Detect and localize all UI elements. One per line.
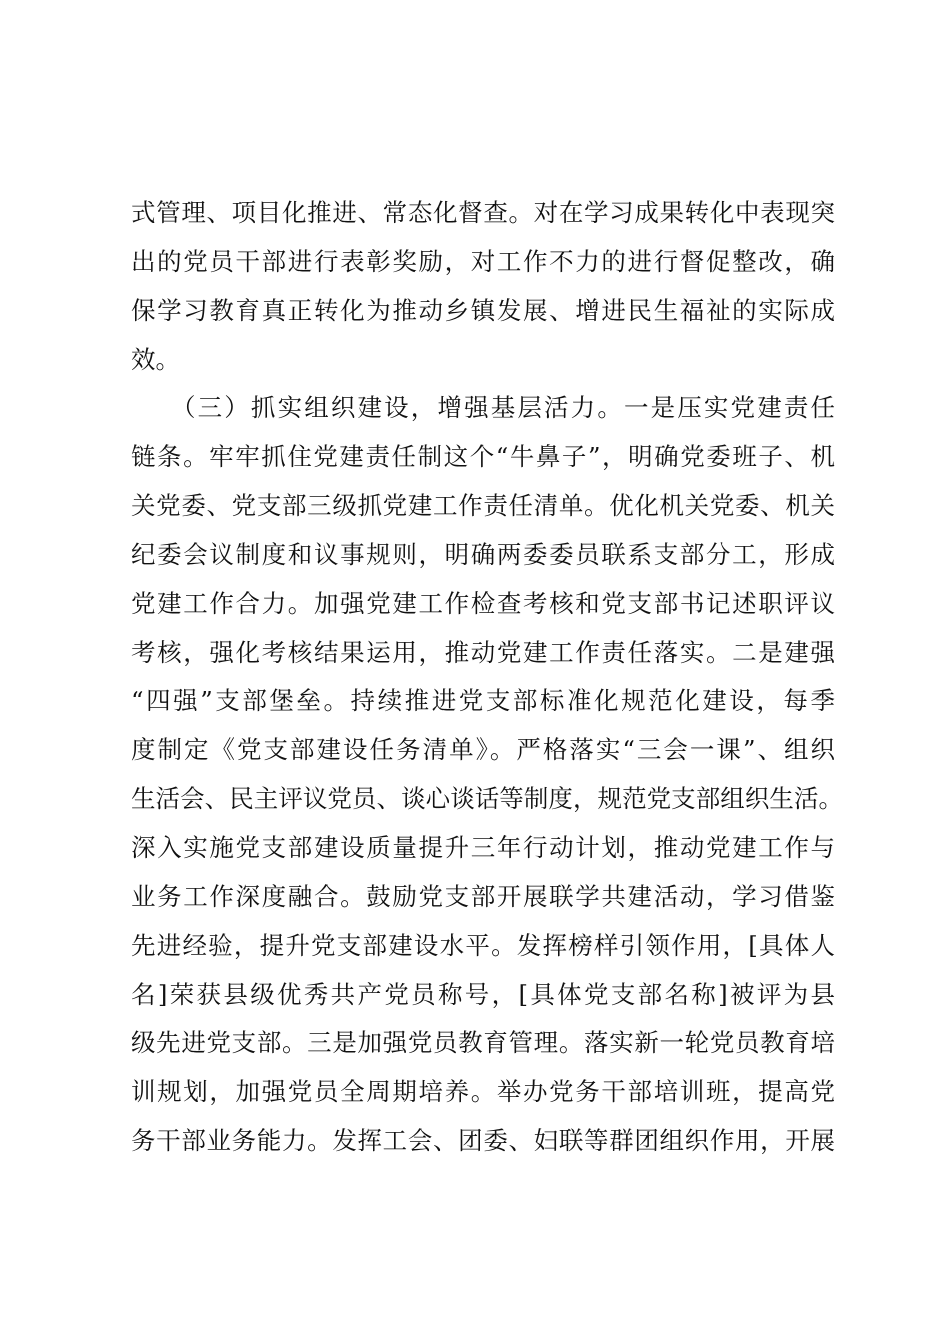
text-line: 出的党员干部进行表彰奖励，对工作不力的进行督促整改，确 (131, 246, 835, 276)
text-line: 生活会、民主评议党员、谈心谈话等制度，规范党支部组织生活。 (131, 784, 843, 814)
text-line: 考核，强化考核结果运用，推动党建工作责任落实。二是建强 (131, 637, 835, 667)
text-line: 度制定《党支部建设任务清单》。严格落实“三会一课”、组织 (131, 735, 835, 765)
text-line: 关党委、党支部三级抓党建工作责任清单。优化机关党委、机关 (131, 491, 835, 521)
text-line: 纪委会议制度和议事规则，明确两委委员联系支部分工，形成 (131, 539, 835, 569)
text-line: 链条。牢牢抓住党建责任制这个“牛鼻子”，明确党委班子、机 (131, 442, 835, 472)
text-line: 党建工作合力。加强党建工作检查考核和党支部书记述职评议 (131, 588, 835, 618)
text-line: 先进经验，提升党支部建设水平。发挥榜样引领作用，[具体人 (131, 930, 835, 960)
text-line: 名]荣获县级优秀共产党员称号，[具体党支部名称]被评为县 (131, 979, 835, 1009)
text-line: 业务工作深度融合。鼓励党支部开展联学共建活动，学习借鉴 (131, 881, 835, 911)
text-line: 级先进党支部。三是加强党员教育管理。落实新一轮党员教育培 (131, 1028, 835, 1058)
text-line: 深入实施党支部建设质量提升三年行动计划，推动党建工作与 (131, 832, 835, 862)
document-body (131, 189, 843, 1166)
text-line: 保学习教育真正转化为推动乡镇发展、增进民生福祉的实际成 (131, 295, 835, 325)
text-line: 效。 (131, 344, 180, 374)
text-line: 式管理、项目化推进、常态化督查。对在学习成果转化中表现突 (131, 198, 835, 227)
text-line: “四强”支部堡垒。持续推进党支部标准化规范化建设，每季 (131, 686, 835, 716)
text-line: 训规划，加强党员全周期培养。举办党务干部培训班，提高党 (131, 1077, 835, 1107)
section-heading-line: （三）抓实组织建设，增强基层活力。一是压实党建责任 (171, 393, 835, 423)
text-line: 务干部业务能力。发挥工会、团委、妇联等群团组织作用，开展 (131, 1126, 835, 1156)
